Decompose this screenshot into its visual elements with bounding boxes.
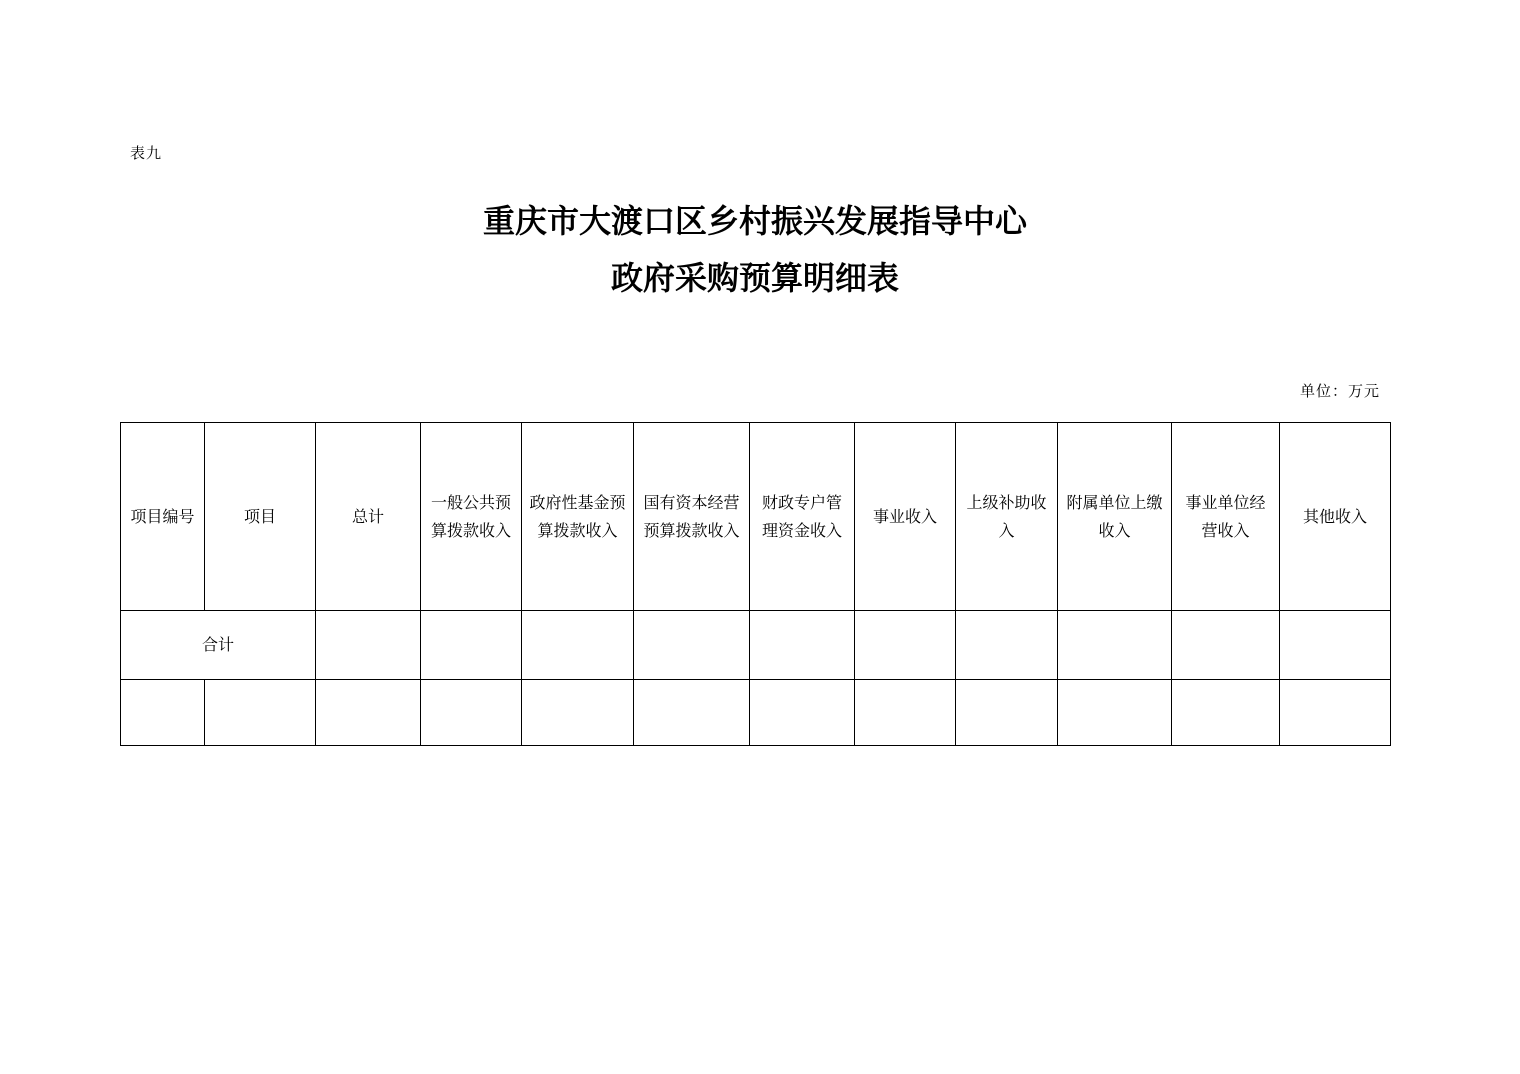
document-subtitle: 政府采购预算明细表: [610, 259, 899, 297]
header-subordinate-remittance: 附属单位上缴收入: [1058, 423, 1172, 611]
table-cell: [1280, 680, 1391, 746]
header-fiscal-special-account: 财政专户管理资金收入: [750, 423, 855, 611]
document-title: 重庆市大渡口区乡村振兴发展指导中心: [482, 202, 1027, 240]
table-cell: [1280, 611, 1391, 680]
table-cell: [1172, 611, 1280, 680]
header-general-public-budget: 一般公共预算拨款收入: [421, 423, 522, 611]
table-cell: [855, 611, 956, 680]
table-cell: [316, 611, 421, 680]
table-cell: [121, 680, 205, 746]
table-cell: [956, 680, 1058, 746]
procurement-budget-table: [120, 422, 1391, 746]
header-state-capital-budget: 国有资本经营预算拨款收入: [634, 423, 750, 611]
table-cell: [522, 611, 634, 680]
total-label-cell: 合计: [121, 611, 316, 680]
table-total-row: [121, 611, 1391, 680]
table-header-row: [121, 423, 1391, 611]
table-number-label: 表九: [130, 144, 163, 162]
header-project-number: 项目编号: [121, 423, 205, 611]
header-other-income: 其他收入: [1280, 423, 1391, 611]
table-cell: [316, 680, 421, 746]
table-cell: [1058, 680, 1172, 746]
header-project: 项目: [205, 423, 316, 611]
table-cell: [634, 611, 750, 680]
table-cell: [1058, 611, 1172, 680]
table-cell: [421, 680, 522, 746]
header-government-fund-budget: 政府性基金预算拨款收入: [522, 423, 634, 611]
table-cell: [634, 680, 750, 746]
table-cell: [205, 680, 316, 746]
table-cell: [750, 611, 855, 680]
unit-label: 单位：万元: [1299, 382, 1380, 400]
table-cell: [855, 680, 956, 746]
header-total: 总计: [316, 423, 421, 611]
table-cell: [750, 680, 855, 746]
header-operating-income: 事业单位经营收入: [1172, 423, 1280, 611]
header-business-income: 事业收入: [855, 423, 956, 611]
table-cell: [956, 611, 1058, 680]
header-superior-subsidy: 上级补助收入: [956, 423, 1058, 611]
table-cell: [421, 611, 522, 680]
table-cell: [522, 680, 634, 746]
table-cell: [1172, 680, 1280, 746]
table-row: [121, 680, 1391, 746]
